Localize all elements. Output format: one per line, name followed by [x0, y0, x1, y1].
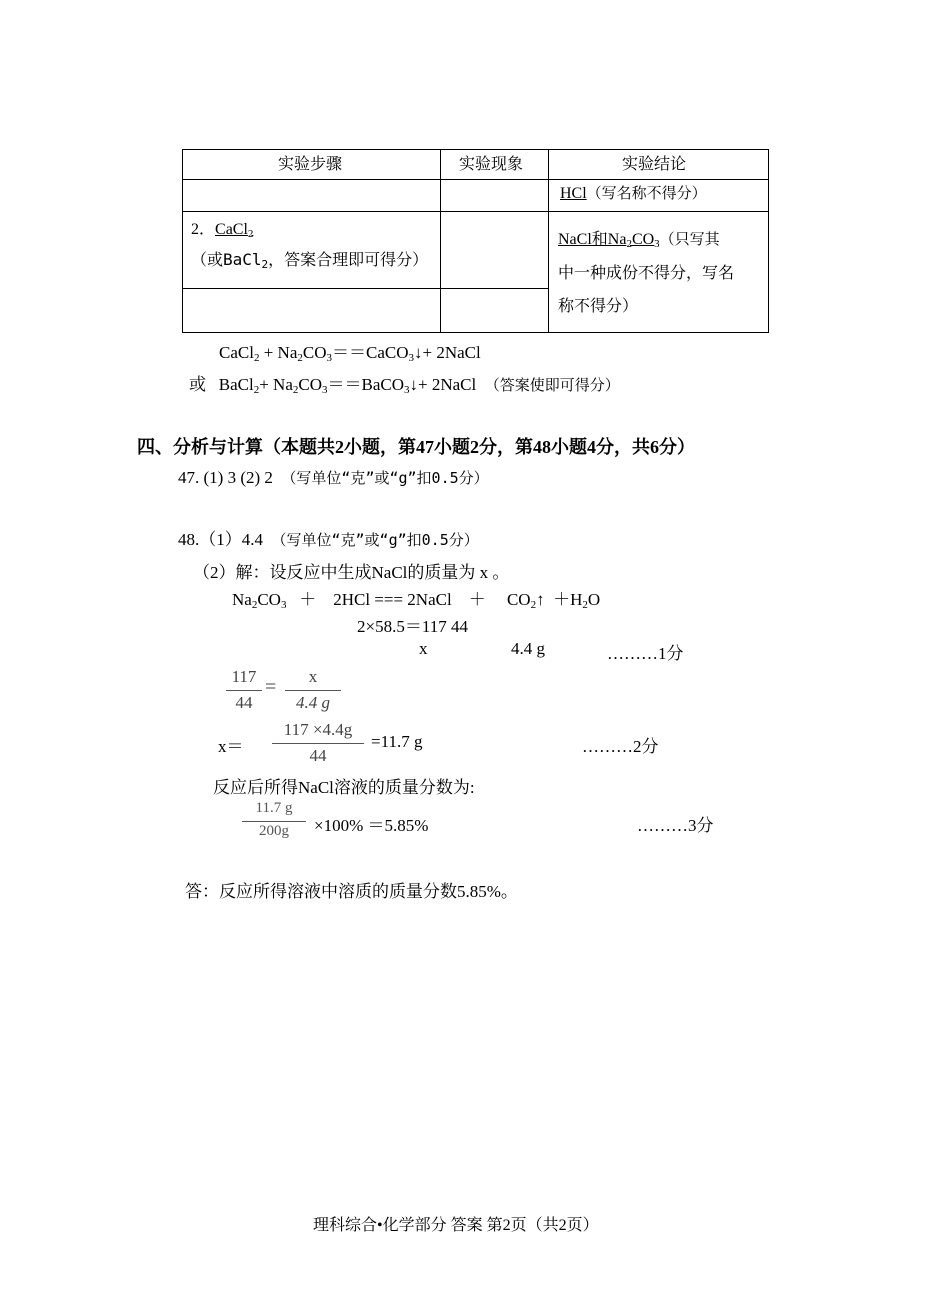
x-equals: x＝	[218, 737, 244, 756]
header-step: 实验步骤	[278, 156, 343, 173]
molar-mass-line: 2×58.5＝117 44	[357, 617, 468, 636]
percent-result: ×100% ＝5.85%	[314, 816, 429, 835]
row2-step-note: （或BaCl$_2$，答案合理即可得分）	[191, 250, 429, 271]
x-label: x	[419, 639, 428, 658]
row1-conclusion: HCl（写名称不得分）	[560, 184, 707, 202]
equation-bacl2: 或 BaCl$_2$+ $Na_2CO_3==BaCO_3↓+$ 2NaCl （答案使即可得分）	[189, 375, 620, 396]
fraction-117-44: 117 44	[226, 667, 262, 713]
final-answer: 答：反应所得溶液中溶质的质量分数5.85%。	[185, 882, 518, 901]
fraction-11.7-200: 11.7 g 200g	[242, 800, 306, 840]
x-result: =11.7 g	[371, 732, 423, 751]
row2-conclusion-note2: 中一种成份不得分，写名	[558, 263, 735, 282]
section-title: 四、分析与计算（本题共2小题，第47小题2分，第48小题4分，共6分）	[137, 437, 695, 457]
co2-mass: 4.4 g	[511, 639, 545, 658]
page-footer: 理科综合•化学部分 答案 第2页（共2页）	[313, 1217, 599, 1234]
score-2: ………2分	[582, 737, 659, 756]
row2-step: 2．CaCl$_2$	[191, 221, 254, 240]
q48-1: 48.（1）4.4 （写单位“克”或“g”扣0.5分）	[178, 530, 479, 549]
fraction-x-4.4g: x 4.4 g	[285, 667, 341, 713]
header-conclusion: 实验结论	[622, 156, 687, 173]
q48-2: （2）解：设反应中生成NaCl的质量为 x 。	[193, 563, 510, 582]
fraction-calc: 117 ×4.4g 44	[270, 720, 366, 766]
reaction-equation: $Na_2CO_3$ ＋ 2HCl === 2NaCl ＋ $CO_2↑ +H_2O$	[232, 590, 601, 611]
score-1: ………1分	[607, 644, 684, 663]
q47: 47. (1) 3 (2) 2 （写单位“克”或“g”扣0.5分）	[178, 468, 489, 487]
experiment-table	[182, 149, 769, 333]
score-3: ………3分	[637, 816, 714, 835]
row2-conclusion-note3: 称不得分）	[558, 296, 639, 315]
equals-sign: =	[265, 676, 277, 698]
header-phenomenon: 实验现象	[459, 156, 524, 173]
mass-fraction-label: 反应后所得NaCl溶液的质量分数为:	[213, 778, 475, 797]
equation-cacl2: CaCl$_2$ + $Na_2CO_3==CaCO_3↓+$ 2NaCl	[219, 343, 481, 364]
row2-conclusion: NaCl和$Na_2CO_3$（只写其	[558, 230, 720, 250]
